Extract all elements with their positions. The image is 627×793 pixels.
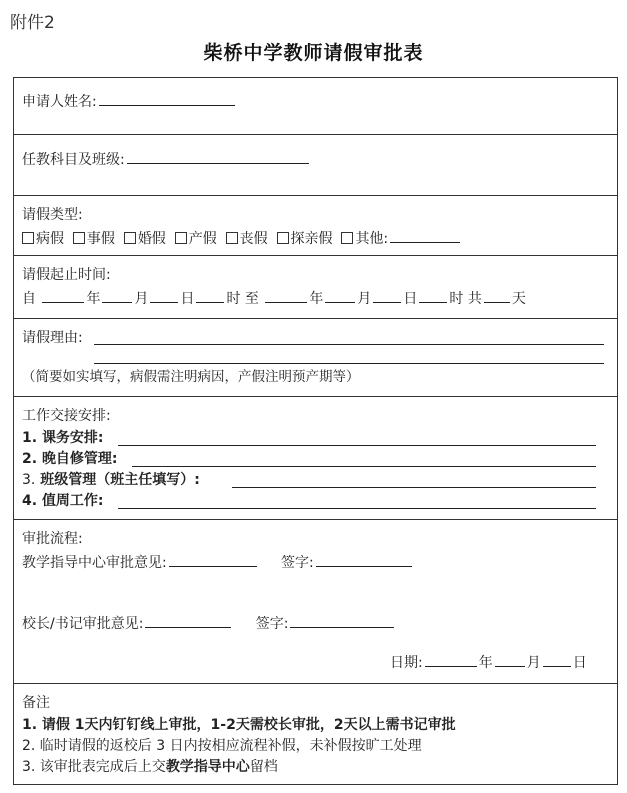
- leave-time-row: [14, 256, 617, 319]
- from-label: 自: [22, 291, 36, 307]
- from-year-field[interactable]: [42, 288, 84, 303]
- subject-row: [14, 135, 617, 196]
- day-unit: 日: [572, 655, 587, 671]
- date-month-field[interactable]: [495, 652, 525, 667]
- leave-type-label: 请假类型:: [22, 207, 83, 223]
- item-number: 1.: [22, 430, 38, 446]
- reason-note: （简要如实填写，病假需注明病因，产假注明预产期等）: [22, 369, 360, 385]
- handover-item-3: [22, 471, 200, 489]
- from-hour-field[interactable]: [196, 288, 224, 303]
- year-unit: 年: [86, 291, 101, 307]
- item-number: 2.: [22, 451, 38, 467]
- leave-time-fields: [22, 288, 526, 308]
- remarks-item-1: 1. 请假 1天内钉钉线上审批，1-2天需校长审批，2天以上需书记审批: [22, 717, 456, 733]
- from-day-field[interactable]: [150, 288, 178, 303]
- center-sign-label: 签字:: [280, 555, 314, 571]
- applicant-name-field[interactable]: [99, 91, 235, 106]
- annex-label: 附件2: [10, 13, 55, 33]
- to-hour-field[interactable]: [419, 288, 447, 303]
- item-number: 4.: [22, 493, 38, 509]
- teaching-center-text: 教学指导中心: [165, 759, 250, 775]
- to-year-field[interactable]: [265, 288, 307, 303]
- to-label: 至: [244, 291, 259, 307]
- applicant-name-label: 申请人姓名:: [22, 94, 97, 110]
- option-maternity-leave: 产假: [188, 231, 217, 247]
- item-text: 课务安排:: [41, 430, 104, 446]
- item-text: 班级管理（班主任填写）:: [40, 472, 200, 488]
- center-opinion-field[interactable]: [169, 552, 257, 567]
- checkbox-personal-leave[interactable]: [73, 232, 85, 244]
- remarks-item-3-suffix: 留档: [249, 759, 278, 775]
- checkbox-marriage-leave[interactable]: [124, 232, 136, 244]
- date-label: 日期:: [390, 655, 423, 671]
- approval-row: [14, 520, 617, 684]
- item-text: 晚自修管理:: [41, 451, 118, 467]
- day-unit: 日: [180, 291, 195, 307]
- checkbox-maternity-leave[interactable]: [175, 232, 187, 244]
- approval-date-line: [390, 652, 587, 672]
- year-unit: 年: [478, 655, 493, 671]
- total-days-field[interactable]: [484, 288, 510, 303]
- month-unit: 月: [357, 291, 372, 307]
- year-unit: 年: [309, 291, 324, 307]
- date-year-field[interactable]: [425, 652, 477, 667]
- option-other-leave: 其他:: [355, 231, 389, 247]
- principal-opinion-label: 校长/书记审批意见:: [22, 616, 144, 632]
- option-family-visit-leave: 探亲假: [290, 231, 333, 247]
- item-number: 3.: [22, 472, 36, 488]
- handover-row: [14, 397, 617, 520]
- reason-line-1[interactable]: [94, 344, 604, 345]
- form-title: 柴桥中学教师请假审批表: [203, 42, 424, 64]
- day-unit: 日: [403, 291, 418, 307]
- leave-time-label: 请假起止时间:: [22, 267, 111, 283]
- date-day-field[interactable]: [543, 652, 571, 667]
- month-unit: 月: [134, 291, 149, 307]
- subject-class-label: 任教科目及班级:: [22, 152, 125, 168]
- principal-sign-field[interactable]: [290, 613, 394, 628]
- to-month-field[interactable]: [325, 288, 355, 303]
- option-personal-leave: 事假: [86, 231, 115, 247]
- principal-sign-label: 签字:: [255, 616, 289, 632]
- option-bereavement-leave: 丧假: [239, 231, 268, 247]
- handover-item-4: [22, 492, 104, 510]
- month-unit: 月: [526, 655, 541, 671]
- leave-type-options: [22, 228, 462, 248]
- from-month-field[interactable]: [102, 288, 132, 303]
- center-opinion-label: 教学指导中心审批意见:: [22, 555, 167, 571]
- remarks-row: [14, 684, 617, 784]
- center-approval-line: [22, 552, 414, 572]
- handover-label: 工作交接安排:: [22, 408, 111, 424]
- total-label: 共: [467, 291, 482, 307]
- days-unit: 天: [511, 291, 526, 307]
- reason-label: 请假理由:: [22, 330, 83, 346]
- remarks-item-2: 2. 临时请假的返校后 3 日内按相应流程补假，未补假按旷工处理: [22, 738, 422, 754]
- reason-row: [14, 319, 617, 397]
- course-arrangement-line[interactable]: [118, 445, 596, 446]
- evening-study-line[interactable]: [132, 466, 596, 467]
- duty-week-line[interactable]: [118, 508, 596, 509]
- option-sick-leave: 病假: [36, 231, 64, 247]
- other-leave-field[interactable]: [390, 228, 460, 243]
- checkbox-bereavement-leave[interactable]: [226, 232, 238, 244]
- class-management-line[interactable]: [232, 487, 596, 488]
- reason-line-2[interactable]: [94, 363, 604, 364]
- center-sign-field[interactable]: [316, 552, 412, 567]
- option-marriage-leave: 婚假: [137, 231, 166, 247]
- principal-approval-line: [22, 613, 396, 633]
- handover-item-1: [22, 429, 104, 447]
- checkbox-family-visit-leave[interactable]: [277, 232, 289, 244]
- handover-item-2: [22, 450, 118, 468]
- remarks-label: 备注: [22, 695, 50, 711]
- checkbox-sick-leave[interactable]: [22, 232, 34, 244]
- leave-type-row: [14, 196, 617, 256]
- approval-label: 审批流程:: [22, 531, 83, 547]
- applicant-row: [14, 78, 617, 135]
- leave-approval-form: [13, 77, 618, 785]
- hour-unit: 时: [449, 291, 464, 307]
- checkbox-other-leave[interactable]: [341, 232, 353, 244]
- remarks-item-3: [22, 758, 278, 776]
- item-text: 值周工作:: [41, 493, 104, 509]
- principal-opinion-field[interactable]: [145, 613, 231, 628]
- hour-unit: 时: [226, 291, 241, 307]
- subject-class-field[interactable]: [127, 149, 309, 164]
- remarks-item-3-text: 3. 该审批表完成后上交: [22, 759, 166, 775]
- to-day-field[interactable]: [373, 288, 401, 303]
